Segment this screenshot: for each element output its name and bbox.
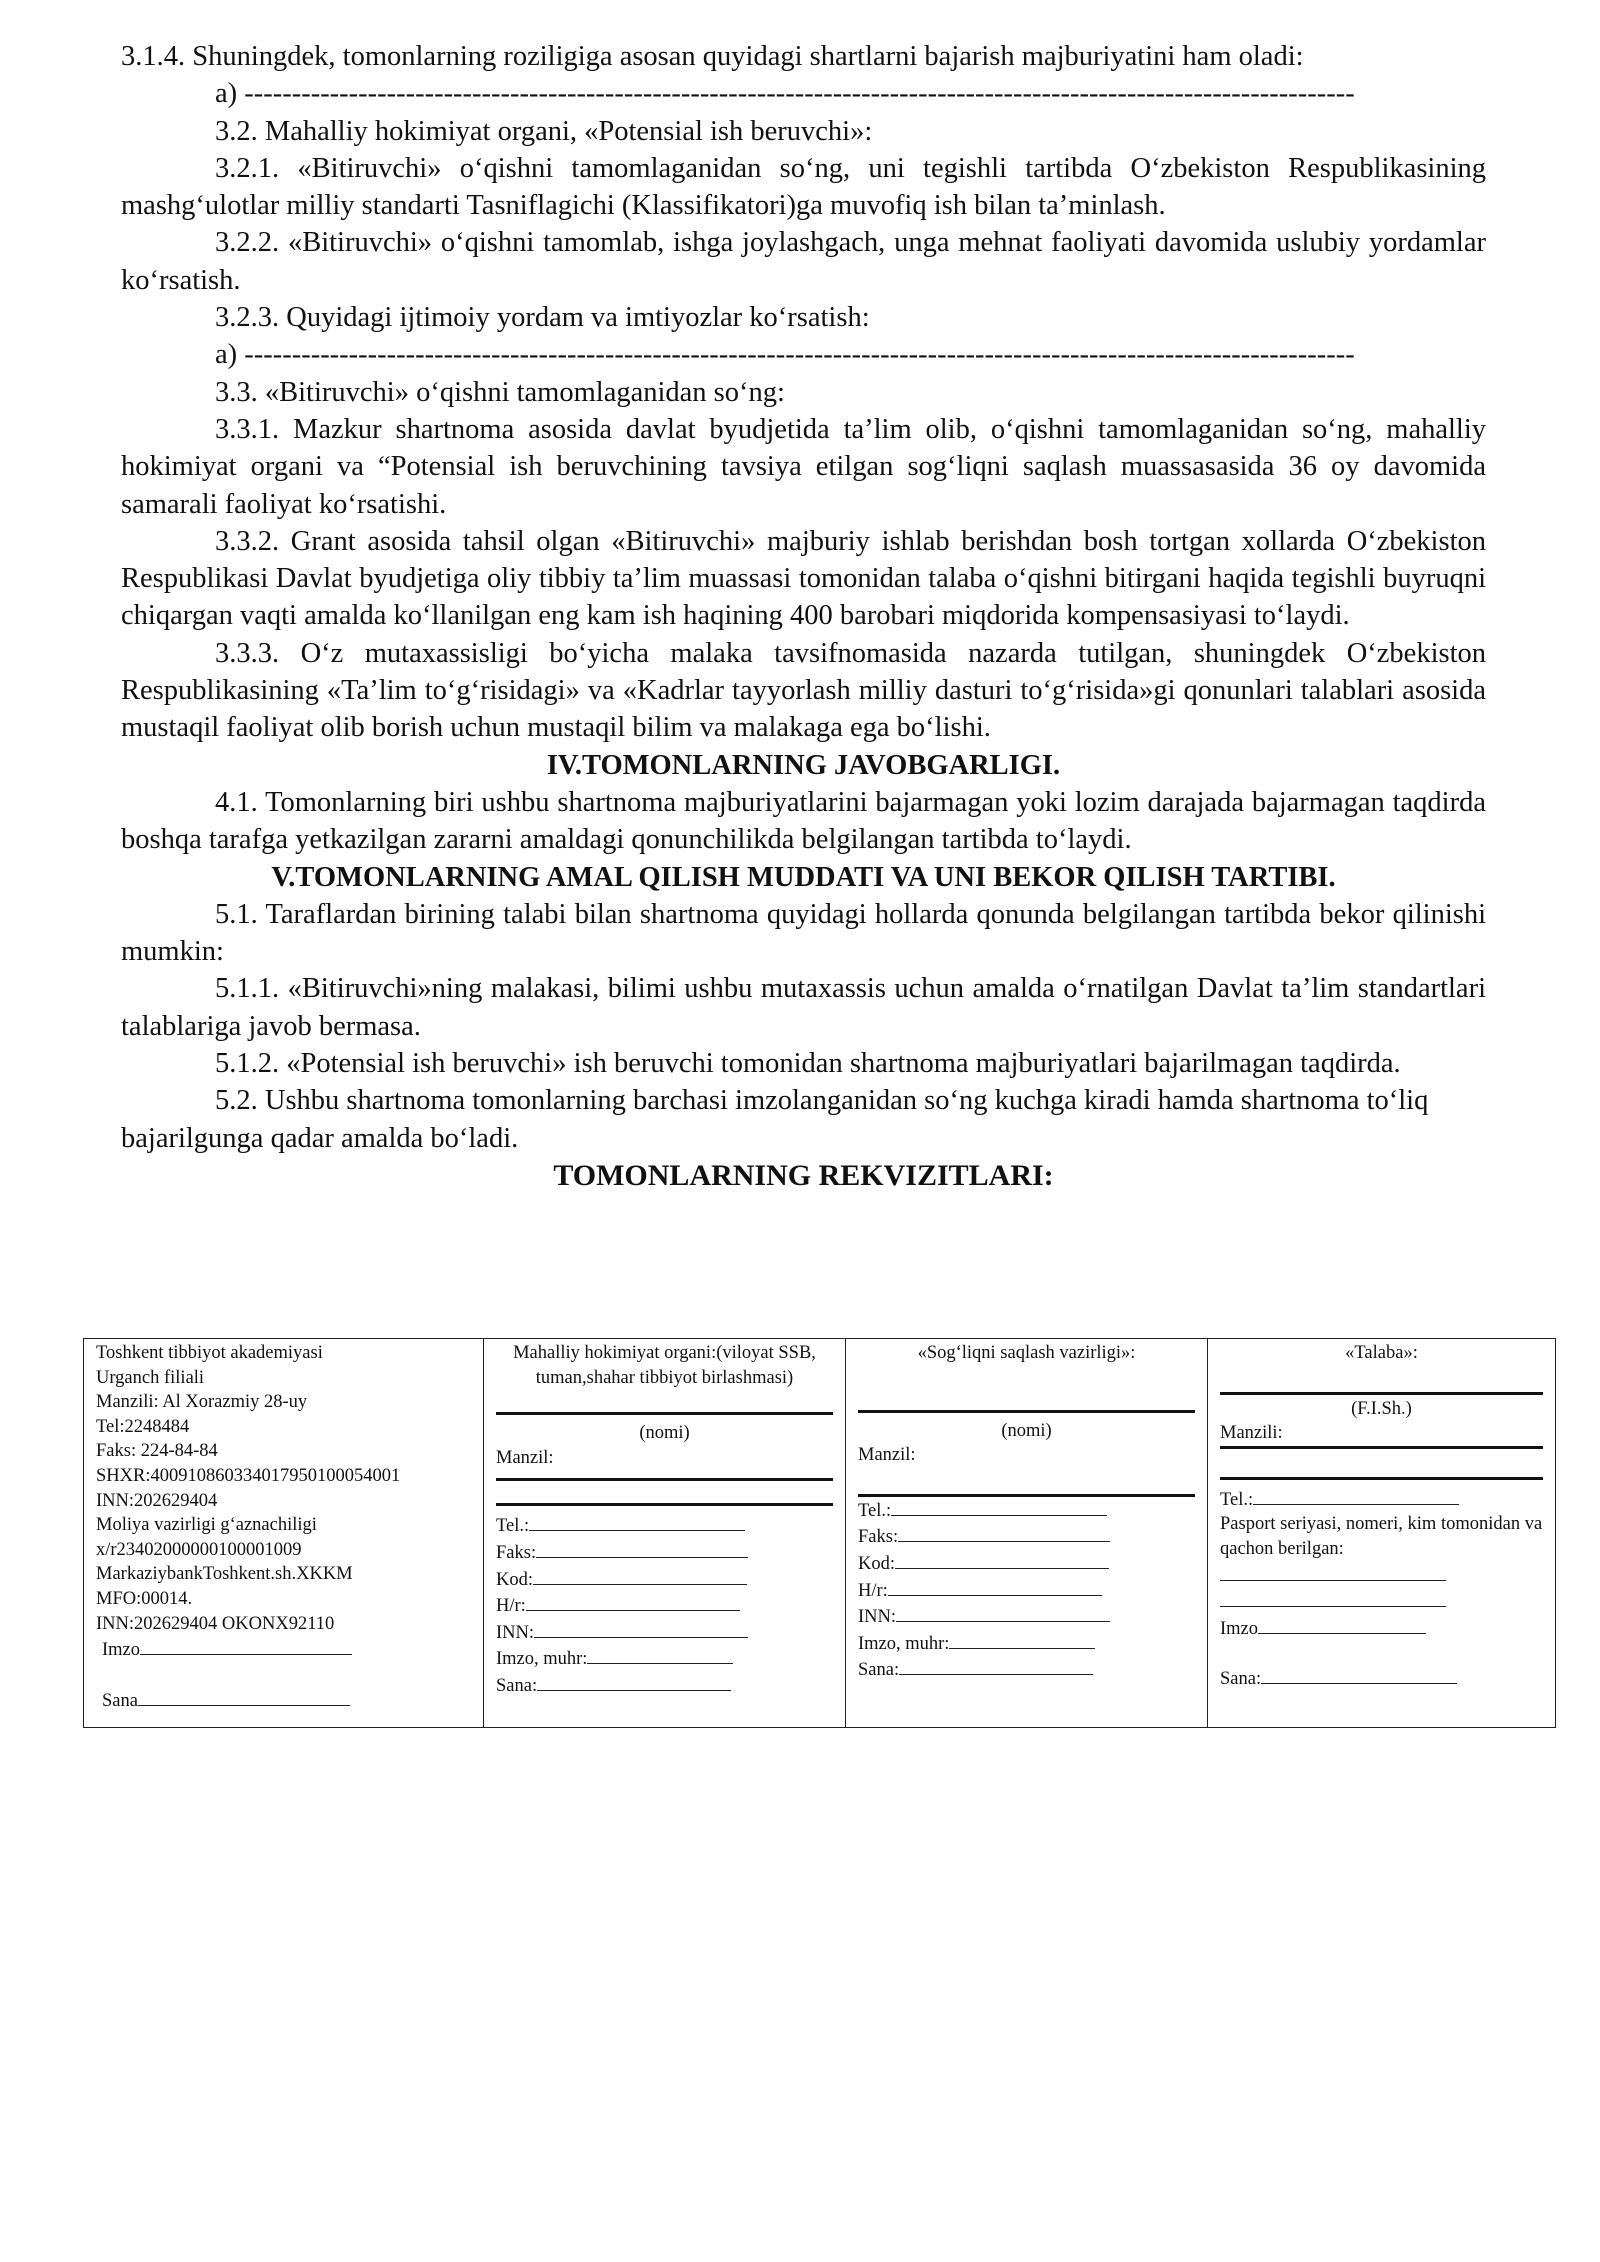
blank-line <box>1258 1615 1426 1634</box>
blank-line <box>1261 1665 1457 1684</box>
paragraph-5-1: 5.1. Taraflardan birining talabi bilan shartnoma quyidagi hollarda qonunda belgilangan tartibda bekor qilinishi mumkin: <box>121 898 1486 968</box>
paragraph-3-2-1: 3.2.1. «Bitiruvchi» oʻqishni tamomlaganidan soʻng, uni tegishli tartibda Oʻzbekiston Respublikasining mashgʻulotlar milliy standarti Tasniflagichi (Klassifikatori)ga muvofiq ish bilan taʼminlash. <box>121 152 1486 222</box>
academy-line: MFO:00014. <box>96 1588 193 1609</box>
account-field <box>496 1592 833 1619</box>
address-label: Manzil: <box>496 1447 554 1468</box>
sana-label: Sana <box>102 1690 138 1711</box>
passport-line <box>1220 1588 1543 1615</box>
academy-line: Urganch filiali <box>96 1367 205 1388</box>
code-label: Kod: <box>858 1553 895 1574</box>
blank-line <box>899 1656 1093 1675</box>
blank-line <box>533 1566 747 1585</box>
academy-line: SHXR:400910860334017950100054001 <box>96 1465 401 1486</box>
tel-field <box>1220 1486 1543 1513</box>
inn-field <box>496 1619 833 1646</box>
requisites-table <box>83 1338 1556 1728</box>
address-line <box>858 1474 1195 1497</box>
date-field <box>858 1656 1195 1683</box>
date-field <box>496 1672 833 1699</box>
blank-line <box>536 1539 748 1558</box>
paragraph-3-1-4: 3.1.4. Shuningdek, tomonlarning roziligiga asosan quyidagi shartlarni bajarish majburiyatini ham oladi: <box>121 41 1304 72</box>
paragraph-3-3: 3.3. «Bitiruvchi» oʻqishni tamomlaganidan soʻng: <box>215 376 785 408</box>
signature-field <box>1220 1615 1543 1642</box>
paragraph-5-1-1: 5.1.1. «Bitiruvchi»ning malakasi, bilimi ushbu mutaxassis uchun amalda oʻrnatilgan Davlat taʼlim standartlari talablariga javob bermasa. <box>121 973 1486 1042</box>
section-heading-4: IV.TOMONLARNING JAVOBGARLIGI. <box>546 749 1061 781</box>
account-field <box>858 1577 1195 1604</box>
paragraph-3-2: 3.2. Mahalliy hokimiyat organi, «Potensial ish beruvchi»: <box>215 115 873 147</box>
signature-seal-label: Imzo, muhr: <box>858 1633 950 1654</box>
date-line <box>138 1687 350 1706</box>
date-label: Sana: <box>1220 1669 1262 1690</box>
signature-seal-field <box>858 1630 1195 1657</box>
signature-seal-field <box>496 1645 833 1672</box>
paragraph-3-3-1: 3.3.1. Mazkur shartnoma asosida davlat byudjetida taʼlim olib, oʻqishni tamomlaganidan soʻng, mahalliy hokimiyat organi va “Potensial ish beruvchining tavsiya etilgan sogʻliqni saqlash muassasasida 36 oy davomida samarali faoliyat koʻrsatishi. <box>121 413 1486 520</box>
fax-field <box>496 1539 833 1566</box>
local-authority-cell <box>484 1339 846 1728</box>
nomi-label: (nomi) <box>1001 1420 1052 1441</box>
inn-label: INN: <box>858 1607 897 1628</box>
blank-line <box>891 1497 1107 1516</box>
nomi-label: (nomi) <box>639 1423 690 1444</box>
tel-field <box>496 1512 833 1539</box>
student-cell <box>1208 1339 1556 1728</box>
paragraph-3-3-3: 3.3.3. Oʻz mutaxassisligi boʻyicha malaka tavsifnomasida nazarda tutilgan, shuningdek Oʻzbekiston Respublikasining «Taʼlim toʻgʻrisidagi» va «Kadrlar tayyorlash milliy dasturi toʻgʻrisida»gi qonunlari talablari asosida mustaqil faoliyat olib borish uchun mustaqil bilim va malakaga ega boʻlishi. <box>121 637 1486 744</box>
blank-line <box>1253 1486 1459 1505</box>
tel-field <box>858 1497 1195 1524</box>
tel-label: Tel.: <box>496 1516 530 1537</box>
section-heading-5: V.TOMONLARNING AMAL QILISH MUDDATI VA UNI BEKOR QILISH TARTIBI. <box>271 861 1336 893</box>
passport-label: Pasport seriyasi, nomeri, kim tomonidan va qachon berilgan: <box>1220 1514 1543 1559</box>
paragraph-3-3-2: 3.3.2. Grant asosida tahsil olgan «Bitiruvchi» majburiy ishlab berishdan bosh tortgan xollarda Oʻzbekiston Respublikasi Davlat byudjetiga oliy tibbiy taʼlim muassasi tomonidan talaba oʻqishni bitirgani haqida tegishli buyruqni chiqargan vaqti amalda koʻllanilgan eng kam ish haqining 400 barobari miqdorida kompensasiyasi toʻlaydi. <box>121 525 1486 632</box>
contract-body <box>121 38 1486 1194</box>
blank-line <box>587 1645 733 1664</box>
code-label: Kod: <box>496 1569 533 1590</box>
fax-label: Faks: <box>858 1527 899 1548</box>
blank-line <box>534 1619 748 1638</box>
inn-label: INN: <box>496 1622 535 1643</box>
blank-line <box>895 1550 1109 1569</box>
student-title: «Talaba»: <box>1345 1343 1418 1363</box>
code-field <box>858 1550 1195 1577</box>
account-label: H/r: <box>496 1596 526 1617</box>
blank-line <box>898 1523 1110 1542</box>
ministry-cell <box>846 1339 1208 1728</box>
name-line <box>1220 1372 1543 1395</box>
dashed-line-a-1: a) --------------------------------------------------------------------------------------------------------------------- <box>215 78 1355 110</box>
academy-line: Toshkent tibbiyot akademiyasi <box>96 1343 323 1363</box>
paragraph-4-1: 4.1. Tomonlarning biri ushbu shartnoma majburiyatlarini bajarmagan yoki lozim darajada bajarmagan taqdirda boshqa tarafga yetkazilgan zararni amaldagi qonunchilikda belgilangan tartibda toʻlaydi. <box>121 786 1486 856</box>
address-line-2 <box>1220 1449 1543 1480</box>
paragraph-5-2: 5.2. Ushbu shartnoma tomonlarning barchasi imzolanganidan soʻng kuchga kiradi hamda shartnoma toʻliq bajarilgunga qadar amalda boʻladi. <box>121 1085 1429 1154</box>
academy-line: Tel:2248484 <box>96 1416 190 1437</box>
fax-label: Faks: <box>496 1542 537 1563</box>
fax-field <box>858 1523 1195 1550</box>
address-label: Manzil: <box>858 1445 916 1466</box>
blank-line <box>888 1577 1102 1596</box>
paragraph-5-1-2: 5.1.2. «Potensial ish beruvchi» ish beruvchi tomonidan shartnoma majburiyatlari bajarilmagan taqdirda. <box>215 1048 1401 1080</box>
blank-line <box>537 1672 731 1691</box>
academy-date-field <box>96 1687 471 1714</box>
blank-line <box>526 1592 740 1611</box>
tel-label: Tel.: <box>858 1500 892 1521</box>
academy-line: MarkaziybankToshkent.sh.XKKM <box>96 1564 353 1585</box>
signature-line <box>140 1636 352 1655</box>
requisites-heading: TOMONLARNING REKVIZITLARI: <box>553 1158 1054 1192</box>
name-line <box>496 1396 833 1415</box>
blank-line <box>1220 1562 1446 1581</box>
academy-signature-field <box>96 1636 471 1663</box>
account-label: H/r: <box>858 1580 888 1601</box>
blank-line <box>1220 1588 1446 1607</box>
local-authority-title: Mahalliy hokimiyat organi:(viloyat SSB, tuman,shahar tibbiyot birlashmasi) <box>513 1343 816 1388</box>
blank-line <box>949 1630 1095 1649</box>
name-line <box>858 1372 1195 1413</box>
academy-line: x/r23402000000100001009 <box>96 1539 302 1560</box>
tel-label: Tel.: <box>1220 1489 1254 1510</box>
imzo-label: Imzo <box>1220 1618 1259 1639</box>
paragraph-3-2-2: 3.2.2. «Bitiruvchi» oʻqishni tamomlab, ishga joylashgach, unga mehnat faoliyati davomida uslubiy yordamlar koʻrsatish. <box>121 227 1486 296</box>
blank-line <box>529 1512 745 1531</box>
ministry-title: «Sogʻliqni saqlash vazirligi»: <box>917 1343 1136 1363</box>
passport-line <box>1220 1562 1543 1589</box>
address-line-2 <box>496 1487 833 1506</box>
address-label: Manzili: <box>1220 1421 1543 1449</box>
academy-line: INN:202629404 OKONX92110 <box>96 1613 335 1634</box>
academy-line: Moliya vazirligi gʻaznachiligi <box>96 1515 317 1536</box>
inn-field <box>858 1603 1195 1630</box>
paragraph-3-2-3: 3.2.3. Quyidagi ijtimoiy yordam va imtiyozlar koʻrsatish: <box>215 302 870 334</box>
academy-line: Manzili: Al Xorazmiy 28-uy <box>96 1392 308 1413</box>
date-label: Sana: <box>496 1675 538 1696</box>
academy-line: Faks: 224-84-84 <box>96 1441 218 1462</box>
blank-line <box>896 1603 1110 1622</box>
address-line <box>496 1470 833 1481</box>
dashed-line-a-2: a) --------------------------------------------------------------------------------------------------------------------- <box>215 339 1355 371</box>
date-label: Sana: <box>858 1660 900 1681</box>
code-field <box>496 1566 833 1593</box>
date-field <box>1220 1665 1543 1692</box>
academy-line: INN:202629404 <box>96 1490 218 1511</box>
fish-label: (F.I.Sh.) <box>1351 1398 1412 1419</box>
signature-seal-label: Imzo, muhr: <box>496 1649 588 1670</box>
imzo-label: Imzo <box>102 1640 141 1661</box>
academy-cell <box>84 1339 484 1728</box>
